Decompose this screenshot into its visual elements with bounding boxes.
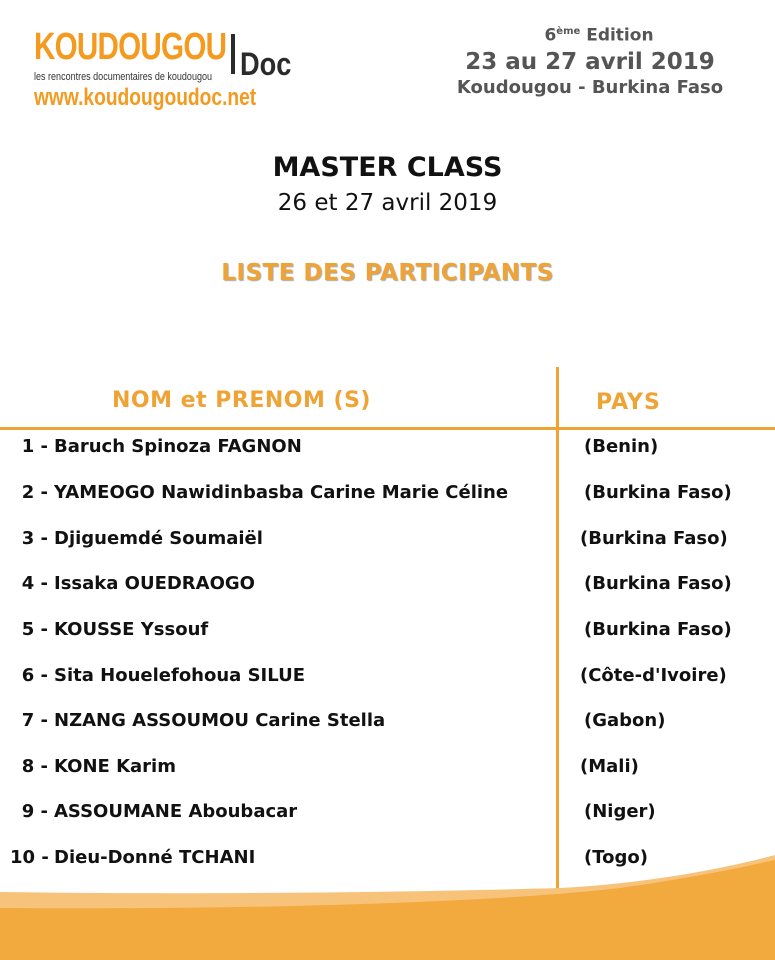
participant-country: (Niger): [584, 801, 656, 822]
logo-subtitle: les rencontres documentaires de koudougou: [34, 71, 213, 83]
participant-country: (Burkina Faso): [584, 619, 732, 640]
row-number: 4 -: [21, 573, 48, 594]
wave-dark: [0, 860, 775, 960]
edition-info: [430, 20, 750, 100]
table-row: [0, 801, 775, 831]
master-class-dates: 26 et 27 avril 2019: [277, 190, 498, 216]
footer-wave-decoration: [0, 850, 775, 960]
table-row: [0, 756, 775, 786]
participant-name: Dieu-Donné TCHANI: [54, 847, 256, 868]
row-number: 6 -: [21, 665, 48, 686]
festival-logo: [34, 26, 304, 111]
page-title: MASTER CLASS: [272, 152, 503, 183]
participant-country: (Côte-d'Ivoire): [580, 665, 727, 686]
table-row: [0, 710, 775, 740]
table-row: [0, 619, 775, 649]
column-header-country: PAYS: [596, 390, 661, 415]
participant-name: ASSOUMANE Aboubacar: [54, 801, 298, 822]
table-row: [0, 573, 775, 603]
header-divider: [0, 427, 775, 430]
participant-name: Djiguemdé Soumaiël: [54, 528, 263, 549]
edition-number: [448, 20, 750, 48]
row-number: 2 -: [21, 482, 48, 503]
participant-country: (Mali): [580, 756, 639, 777]
row-number: 10 -: [10, 847, 49, 868]
logo-doc: Doc: [240, 46, 292, 82]
list-title: LISTE DES PARTICIPANTS: [221, 260, 554, 286]
participant-country: (Burkina Faso): [584, 482, 732, 503]
participant-country: (Burkina Faso): [580, 528, 728, 549]
table-row: [0, 528, 775, 558]
participant-country: (Benin): [584, 436, 659, 457]
table-row: [0, 436, 775, 466]
row-number: 5 -: [21, 619, 48, 640]
participant-name: YAMEOGO Nawidinbasba Carine Marie Céline: [54, 482, 509, 503]
row-number: 3 -: [21, 528, 48, 549]
festival-location: Koudougou - Burkina Faso: [456, 76, 724, 98]
participant-name: Issaka OUEDRAOGO: [54, 573, 255, 594]
participant-country: (Gabon): [584, 710, 666, 731]
row-number: 1 -: [21, 436, 48, 457]
festival-dates: 23 au 27 avril 2019: [465, 48, 715, 75]
participant-country: (Togo): [584, 847, 648, 868]
logo-wordmark: KOUDOUGOU: [34, 26, 227, 68]
participant-country: (Burkina Faso): [584, 573, 732, 594]
logo-divider: [231, 34, 235, 74]
participant-name: KONE Karim: [54, 756, 176, 777]
row-number: 9 -: [21, 801, 48, 822]
table-row: [0, 665, 775, 695]
column-header-name: NOM et PRENOM (S): [112, 388, 371, 413]
row-number: 7 -: [21, 710, 48, 731]
participant-name: Baruch Spinoza FAGNON: [54, 436, 302, 457]
participant-name: KOUSSE Yssouf: [54, 619, 209, 640]
row-number: 8 -: [21, 756, 48, 777]
participant-name: NZANG ASSOUMOU Carine Stella: [54, 710, 386, 731]
edition-number-value: 6: [544, 25, 557, 46]
edition-superscript: ème: [556, 26, 581, 37]
edition-label: Edition: [580, 25, 654, 46]
table-row: [0, 482, 775, 512]
website-url[interactable]: www.koudougoudoc.net: [34, 84, 257, 111]
participant-name: Sita Houelefohoua SILUE: [54, 665, 305, 686]
